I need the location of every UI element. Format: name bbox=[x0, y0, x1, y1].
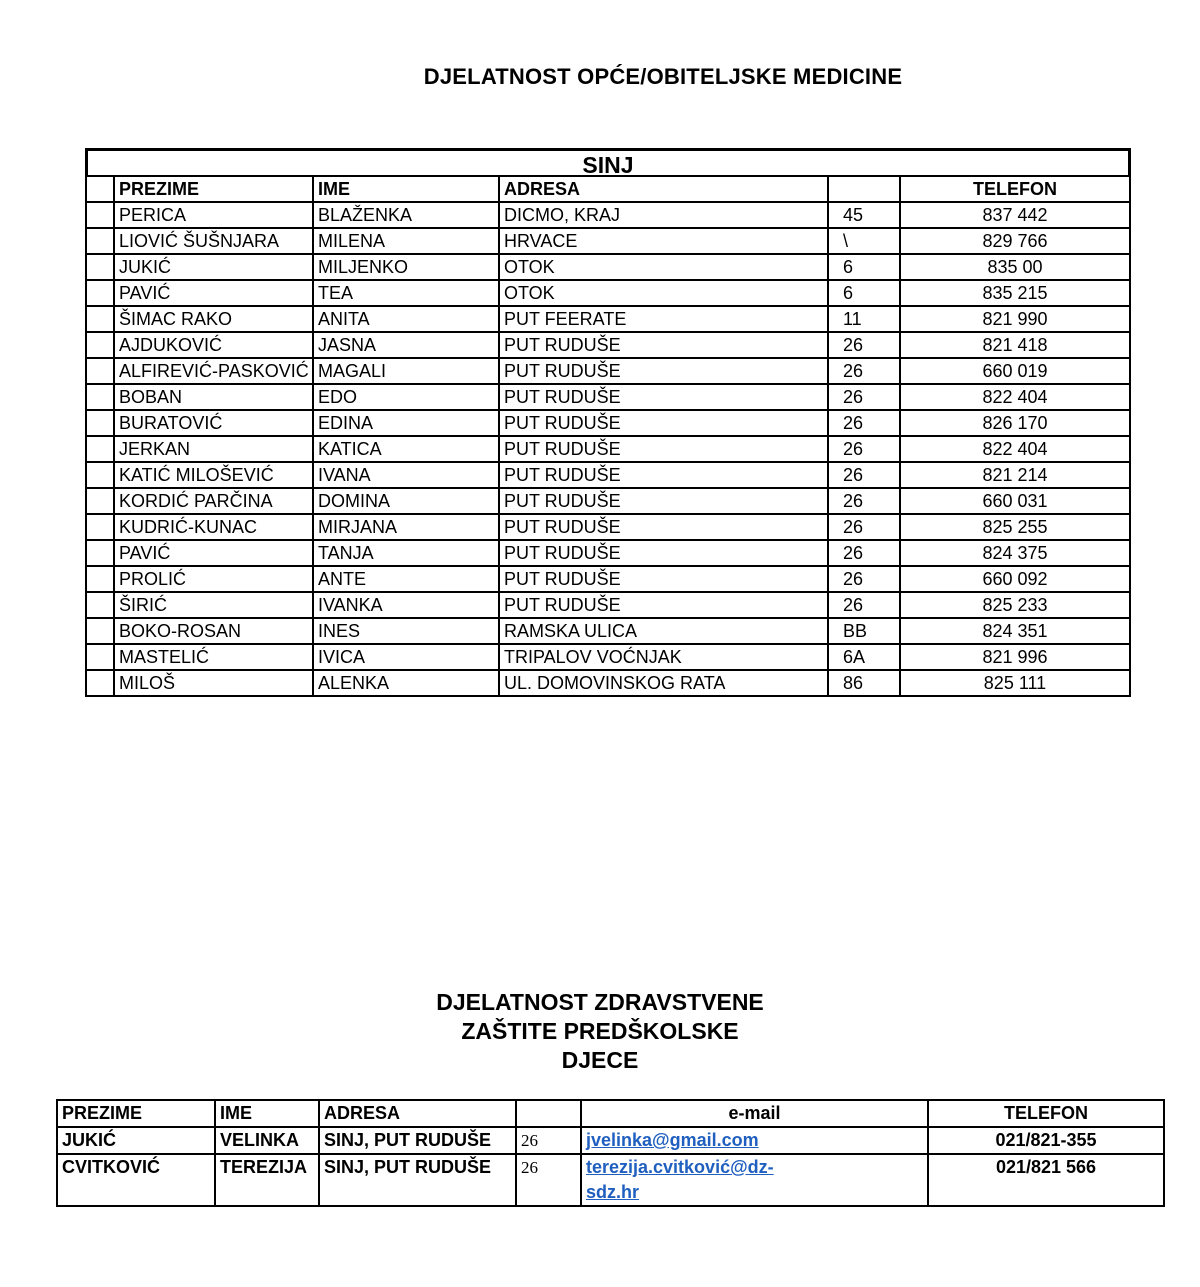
cell-telefon: 825 233 bbox=[900, 592, 1130, 618]
cell-ime: MIRJANA bbox=[313, 514, 499, 540]
header-broj bbox=[828, 176, 900, 202]
cell-prezime: PERICA bbox=[114, 202, 313, 228]
cell-adresa: PUT RUDUŠE bbox=[499, 384, 828, 410]
row-marker bbox=[86, 540, 114, 566]
cell-telefon: 660 019 bbox=[900, 358, 1130, 384]
table-row bbox=[86, 540, 1130, 566]
cell-prezime: AJDUKOVIĆ bbox=[114, 332, 313, 358]
cell-ime: INES bbox=[313, 618, 499, 644]
cell-telefon: 825 111 bbox=[900, 670, 1130, 696]
cell-telefon: 821 996 bbox=[900, 644, 1130, 670]
cell-adresa: PUT RUDUŠE bbox=[499, 540, 828, 566]
cell-telefon: 822 404 bbox=[900, 384, 1130, 410]
table-row bbox=[86, 306, 1130, 332]
cell-prezime: MILOŠ bbox=[114, 670, 313, 696]
table-row bbox=[86, 566, 1130, 592]
cell-telefon: 821 214 bbox=[900, 462, 1130, 488]
cell-broj: 26 bbox=[828, 566, 900, 592]
row-marker bbox=[86, 462, 114, 488]
cell-prezime: KORDIĆ PARČINA bbox=[114, 488, 313, 514]
row-marker bbox=[86, 384, 114, 410]
email-link[interactable]: jvelinka@gmail.com bbox=[586, 1130, 759, 1150]
cell-adresa: PUT RUDUŠE bbox=[499, 332, 828, 358]
cell-ime: ANTE bbox=[313, 566, 499, 592]
cell-telefon: 824 351 bbox=[900, 618, 1130, 644]
cell-email bbox=[581, 1154, 928, 1206]
cell-ime: IVANA bbox=[313, 462, 499, 488]
cell-adresa: PUT RUDUŠE bbox=[499, 592, 828, 618]
row-marker bbox=[86, 280, 114, 306]
table-row bbox=[86, 488, 1130, 514]
preschool-table bbox=[56, 1099, 1165, 1207]
table-row bbox=[86, 644, 1130, 670]
cell-prezime: LIOVIĆ ŠUŠNJARA bbox=[114, 228, 313, 254]
cell-adresa: PUT FEERATE bbox=[499, 306, 828, 332]
cell-broj: 26 bbox=[828, 514, 900, 540]
cell-prezime: BOBAN bbox=[114, 384, 313, 410]
cell-adresa: PUT RUDUŠE bbox=[499, 358, 828, 384]
row-marker bbox=[86, 566, 114, 592]
cell-ime: ALENKA bbox=[313, 670, 499, 696]
cell-telefon: 021/821-355 bbox=[928, 1127, 1164, 1154]
cell-telefon: 829 766 bbox=[900, 228, 1130, 254]
row-marker bbox=[86, 306, 114, 332]
cell-broj: \ bbox=[828, 228, 900, 254]
cell-broj: 11 bbox=[828, 306, 900, 332]
section2-title-line: DJELATNOST ZDRAVSTVENE bbox=[436, 989, 764, 1015]
cell-telefon: 821 990 bbox=[900, 306, 1130, 332]
city-header: SINJ bbox=[85, 148, 1131, 175]
cell-ime: TANJA bbox=[313, 540, 499, 566]
row-marker bbox=[86, 488, 114, 514]
cell-broj: 6 bbox=[828, 254, 900, 280]
cell-prezime: ŠIRIĆ bbox=[114, 592, 313, 618]
cell-telefon: 835 215 bbox=[900, 280, 1130, 306]
cell-telefon: 821 418 bbox=[900, 332, 1130, 358]
email-link[interactable]: terezija.cvitković@dz- bbox=[586, 1157, 774, 1177]
table-row bbox=[86, 514, 1130, 540]
cell-ime: MAGALI bbox=[313, 358, 499, 384]
cell-telefon: 660 092 bbox=[900, 566, 1130, 592]
cell-broj: 26 bbox=[516, 1127, 581, 1154]
cell-broj: 26 bbox=[516, 1154, 581, 1206]
table-row bbox=[86, 358, 1130, 384]
cell-ime: MILENA bbox=[313, 228, 499, 254]
row-marker bbox=[86, 670, 114, 696]
header-ime: IME bbox=[215, 1100, 319, 1127]
header-prezime: PREZIME bbox=[114, 176, 313, 202]
table-row bbox=[86, 332, 1130, 358]
cell-prezime: ŠIMAC RAKO bbox=[114, 306, 313, 332]
row-marker bbox=[86, 514, 114, 540]
cell-broj: 26 bbox=[828, 436, 900, 462]
row-marker bbox=[86, 254, 114, 280]
table-row bbox=[86, 436, 1130, 462]
table-row bbox=[86, 228, 1130, 254]
cell-adresa: PUT RUDUŠE bbox=[499, 436, 828, 462]
row-marker-header bbox=[86, 176, 114, 202]
section1-title: DJELATNOST OPĆE/OBITELJSKE MEDICINE bbox=[423, 64, 903, 89]
cell-telefon: 021/821 566 bbox=[928, 1154, 1164, 1206]
header-telefon: TELEFON bbox=[900, 176, 1130, 202]
cell-prezime: JERKAN bbox=[114, 436, 313, 462]
cell-adresa: OTOK bbox=[499, 280, 828, 306]
cell-email bbox=[581, 1127, 928, 1154]
cell-adresa: PUT RUDUŠE bbox=[499, 514, 828, 540]
cell-prezime: BURATOVIĆ bbox=[114, 410, 313, 436]
cell-ime: MILJENKO bbox=[313, 254, 499, 280]
table-row bbox=[86, 202, 1130, 228]
cell-prezime: ALFIREVIĆ-PASKOVIĆ bbox=[114, 358, 313, 384]
cell-ime: ANITA bbox=[313, 306, 499, 332]
cell-ime: IVANKA bbox=[313, 592, 499, 618]
cell-prezime: JUKIĆ bbox=[114, 254, 313, 280]
header-email: e-mail bbox=[581, 1100, 928, 1127]
cell-adresa: OTOK bbox=[499, 254, 828, 280]
cell-broj: 86 bbox=[828, 670, 900, 696]
family-medicine-table bbox=[85, 175, 1131, 697]
cell-broj: 45 bbox=[828, 202, 900, 228]
cell-adresa: RAMSKA ULICA bbox=[499, 618, 828, 644]
cell-prezime: PROLIĆ bbox=[114, 566, 313, 592]
cell-ime: BLAŽENKA bbox=[313, 202, 499, 228]
cell-ime: KATICA bbox=[313, 436, 499, 462]
cell-telefon: 835 00 bbox=[900, 254, 1130, 280]
row-marker bbox=[86, 436, 114, 462]
header-ime: IME bbox=[313, 176, 499, 202]
cell-prezime: CVITKOVIĆ bbox=[57, 1154, 215, 1206]
table-row bbox=[86, 410, 1130, 436]
cell-ime: DOMINA bbox=[313, 488, 499, 514]
cell-prezime: MASTELIĆ bbox=[114, 644, 313, 670]
table-row bbox=[86, 670, 1130, 696]
cell-prezime: PAVIĆ bbox=[114, 540, 313, 566]
cell-adresa: SINJ, PUT RUDUŠE bbox=[319, 1154, 516, 1206]
cell-telefon: 822 404 bbox=[900, 436, 1130, 462]
cell-broj: 26 bbox=[828, 488, 900, 514]
cell-prezime: PAVIĆ bbox=[114, 280, 313, 306]
header-telefon: TELEFON bbox=[928, 1100, 1164, 1127]
cell-ime: EDINA bbox=[313, 410, 499, 436]
cell-broj: 26 bbox=[828, 462, 900, 488]
cell-ime: EDO bbox=[313, 384, 499, 410]
cell-adresa: PUT RUDUŠE bbox=[499, 488, 828, 514]
cell-ime: VELINKA bbox=[215, 1127, 319, 1154]
cell-adresa: PUT RUDUŠE bbox=[499, 410, 828, 436]
cell-broj: 6A bbox=[828, 644, 900, 670]
cell-adresa: UL. DOMOVINSKOG RATA bbox=[499, 670, 828, 696]
row-marker bbox=[86, 228, 114, 254]
row-marker bbox=[86, 410, 114, 436]
cell-ime: TEREZIJA bbox=[215, 1154, 319, 1206]
cell-telefon: 837 442 bbox=[900, 202, 1130, 228]
cell-prezime: JUKIĆ bbox=[57, 1127, 215, 1154]
table-row bbox=[86, 384, 1130, 410]
cell-broj: 26 bbox=[828, 592, 900, 618]
row-marker bbox=[86, 618, 114, 644]
table-row bbox=[86, 280, 1130, 306]
preschool-table-container bbox=[56, 1099, 1164, 1207]
section2-title bbox=[0, 988, 1200, 1075]
cell-ime: JASNA bbox=[313, 332, 499, 358]
table-row bbox=[86, 254, 1130, 280]
cell-broj: 26 bbox=[828, 332, 900, 358]
cell-adresa: HRVACE bbox=[499, 228, 828, 254]
row-marker bbox=[86, 358, 114, 384]
cell-broj: 26 bbox=[828, 540, 900, 566]
cell-broj: 26 bbox=[828, 410, 900, 436]
cell-broj: 26 bbox=[828, 358, 900, 384]
cell-telefon: 825 255 bbox=[900, 514, 1130, 540]
table-row bbox=[86, 618, 1130, 644]
row-marker bbox=[86, 332, 114, 358]
family-medicine-table-container bbox=[85, 148, 1131, 697]
row-marker bbox=[86, 592, 114, 618]
family-medicine-table-body bbox=[86, 202, 1130, 696]
table-header-row bbox=[86, 176, 1130, 202]
cell-adresa: TRIPALOV VOĆNJAK bbox=[499, 644, 828, 670]
cell-telefon: 824 375 bbox=[900, 540, 1130, 566]
cell-ime: TEA bbox=[313, 280, 499, 306]
header-broj bbox=[516, 1100, 581, 1127]
cell-prezime: BOKO-ROSAN bbox=[114, 618, 313, 644]
cell-adresa: PUT RUDUŠE bbox=[499, 462, 828, 488]
cell-ime: IVICA bbox=[313, 644, 499, 670]
header-adresa: ADRESA bbox=[319, 1100, 516, 1127]
header-adresa: ADRESA bbox=[499, 176, 828, 202]
cell-adresa: SINJ, PUT RUDUŠE bbox=[319, 1127, 516, 1154]
row-marker bbox=[86, 202, 114, 228]
section2-title-line: DJECE bbox=[561, 1047, 639, 1073]
cell-adresa: PUT RUDUŠE bbox=[499, 566, 828, 592]
row-marker bbox=[86, 644, 114, 670]
section2-title-line: ZAŠTITE PREDŠKOLSKE bbox=[461, 1018, 739, 1044]
cell-broj: BB bbox=[828, 618, 900, 644]
cell-adresa: DICMO, KRAJ bbox=[499, 202, 828, 228]
table-row bbox=[86, 462, 1130, 488]
cell-broj: 26 bbox=[828, 384, 900, 410]
cell-prezime: KATIĆ MILOŠEVIĆ bbox=[114, 462, 313, 488]
header-prezime: PREZIME bbox=[57, 1100, 215, 1127]
email-link-continuation[interactable]: sdz.hr bbox=[586, 1182, 640, 1202]
cell-broj: 6 bbox=[828, 280, 900, 306]
table-header-row bbox=[57, 1100, 1164, 1127]
table-row bbox=[57, 1154, 1164, 1206]
cell-telefon: 660 031 bbox=[900, 488, 1130, 514]
cell-prezime: KUDRIĆ-KUNAC bbox=[114, 514, 313, 540]
cell-telefon: 826 170 bbox=[900, 410, 1130, 436]
table-row bbox=[86, 592, 1130, 618]
table-row bbox=[57, 1127, 1164, 1154]
